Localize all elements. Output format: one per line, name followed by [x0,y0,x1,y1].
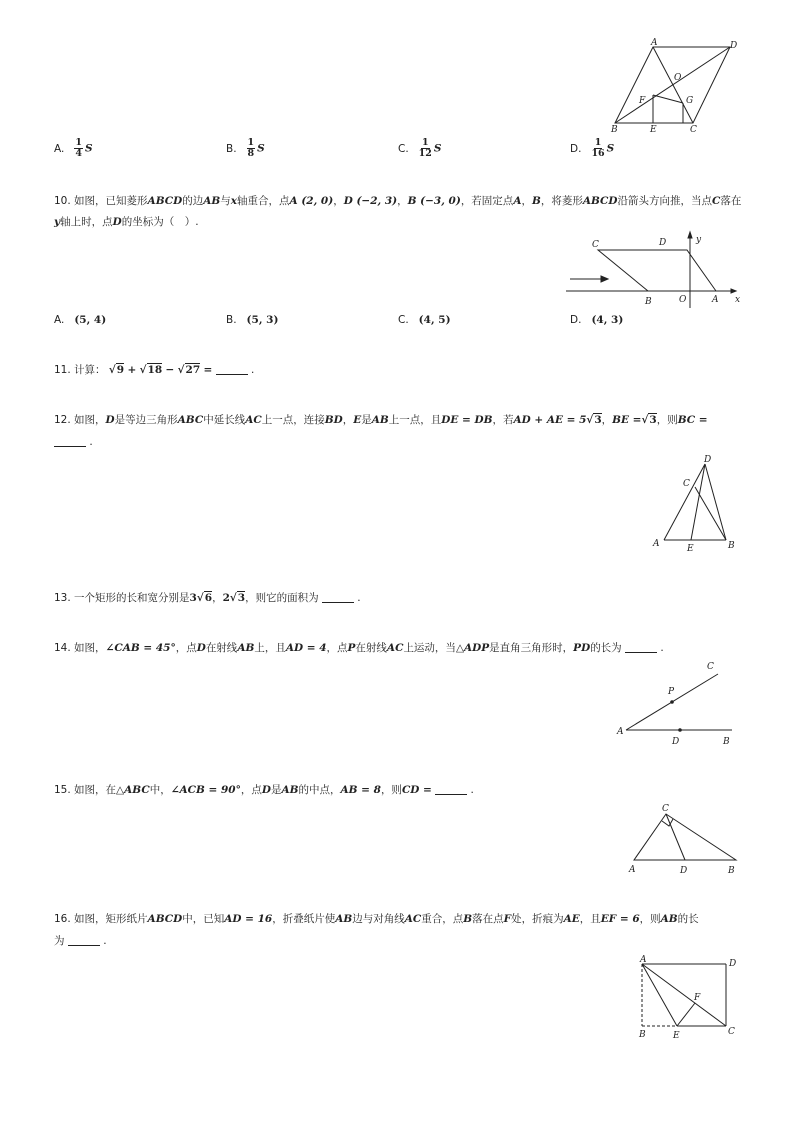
q9-fig-label-g: G [686,96,694,106]
q11-stem: 11. 计算： √9 + √18 − √27 = . [54,364,255,376]
q15-figure [622,800,744,878]
q14-figure [612,656,744,748]
q10-fig-label-y: y [696,235,702,245]
q16-figure [632,952,744,1044]
q9-fig-label-b: B [611,125,618,135]
q12-fig-label-a: A [653,539,660,549]
q10-fig-label-a: A [712,295,719,305]
q14-fig-label-a: A [617,727,624,737]
q14-answer-blank[interactable] [625,640,657,653]
q15-fig-label-d: D [680,866,688,876]
q10-option-a[interactable]: A. (5, 4) [54,314,107,326]
q14-fig-label-c: C [707,662,714,672]
q13-stem: 13. 一个矩形的长和宽分别是3√6，2√3，则它的面积为 . [54,592,361,604]
q14-stem: 14. 如图，∠CAB = 45°，点D在射线AB上，且AD = 4，点P在射线AC上运动，当△ADP是直角三角形时，PD的长为 . [54,642,664,654]
q15-fig-label-c: C [662,804,669,814]
q10-stem-line2: y轴上时，点D的坐标为（ ）. [54,216,199,228]
q12-fig-label-d: D [704,455,712,465]
q9-option-b[interactable]: B. $\frac{1}{8}$ S [226,137,265,159]
q9-fig-label-a: A [651,38,658,48]
q11-answer-blank[interactable] [216,362,248,375]
q10-fig-label-c: C [592,240,599,250]
q9-fig-label-c: C [690,125,697,135]
q16-fig-label-d: D [729,959,737,969]
q12-stem: 12. 如图，D是等边三角形ABC中延长线AC上一点，连接BD，E是AB上一点，且DE = DB，若AD + AE = 5√3，BE =√3，则BC = [54,414,708,426]
q16-fig-label-c: C [728,1027,735,1037]
q16-stem-line2: 为 . [54,935,107,947]
q12-fig-label-b: B [728,541,735,551]
q14-fig-label-p: P [668,687,675,697]
q9-fig-label-d: D [730,41,738,51]
q9-figure [605,36,745,138]
q10-fig-label-o: O [679,295,687,305]
q12-answer-blank[interactable] [54,434,86,447]
q15-fig-label-a: A [629,865,636,875]
q9-fig-label-o: O [674,73,682,83]
q9-fig-label-e: E [650,125,657,135]
q10-option-c[interactable]: C. (4, 5) [398,314,451,326]
q16-fig-label-b: B [639,1030,646,1040]
q9-option-a[interactable]: A. $\frac{1}{4}$ S [54,137,93,159]
q16-stem: 16. 如图，矩形纸片ABCD中，已知AD = 16，折叠纸片使AB边与对角线AC重合，点B落在点F处，折痕为AE，且EF = 6，则AB的长 [54,913,699,925]
q9-fig-label-f: F [639,96,646,106]
q14-fig-label-b: B [723,737,730,747]
q16-answer-blank[interactable] [68,933,100,946]
q14-fig-label-d: D [672,737,680,747]
q10-option-d[interactable]: D. (4, 3) [570,314,624,326]
q12-stem-line2: . [54,431,744,453]
q15-stem: 15. 如图，在△ABC中，∠ACB = 90°，点D是AB的中点，AB = 8，则CD = . [54,784,474,796]
q10-option-b[interactable]: B. (5, 3) [226,314,279,326]
q16-fig-label-a: A [640,955,647,965]
q10-figure [562,228,744,310]
q13-answer-blank[interactable] [322,590,354,603]
q9-option-d[interactable]: D. $\frac{1}{16}$ S [570,137,615,159]
q10-fig-label-x: x [735,295,741,305]
q10-stem: 10. 如图，已知菱形ABCD的边AB与x轴重合，点A (2, 0)，D (−2, 3)，B (−3, 0)，若固定点A，B，将菱形ABCD沿箭头方向推，当点C落在 [54,195,742,207]
q12-fig-label-c: C [683,479,690,489]
q16-fig-label-e: E [673,1031,680,1041]
q15-answer-blank[interactable] [435,782,467,795]
q12-fig-label-e: E [687,544,694,554]
q16-fig-label-f: F [694,993,701,1003]
q9-option-c[interactable]: C. $\frac{1}{12}$ S [398,137,442,159]
q15-fig-label-b: B [728,866,735,876]
q10-fig-label-d: D [659,238,667,248]
q10-fig-label-b: B [645,297,652,307]
q12-figure [648,452,744,556]
